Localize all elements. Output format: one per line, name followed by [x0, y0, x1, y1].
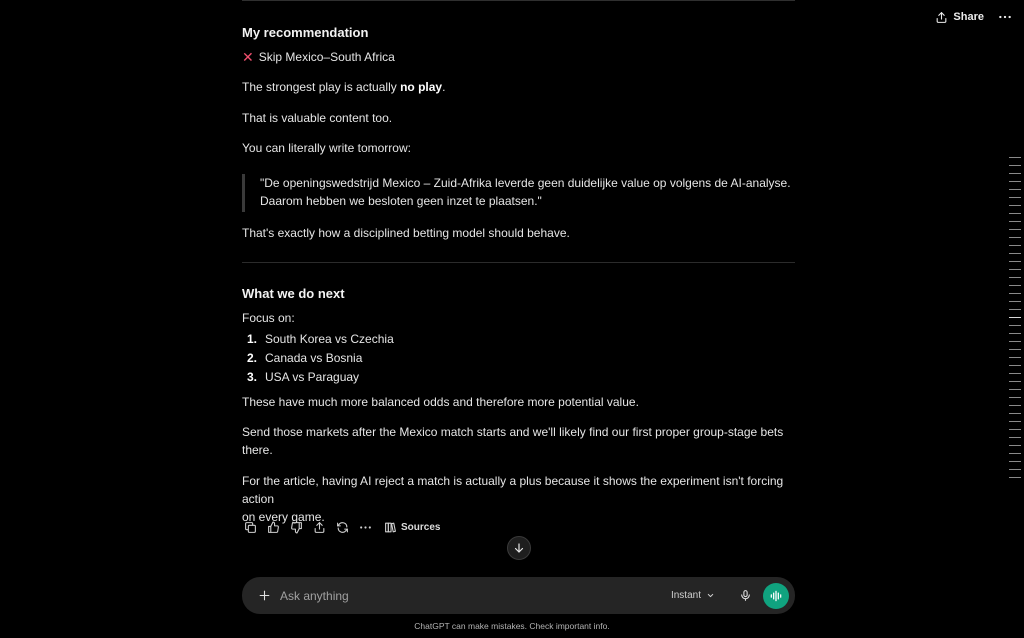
list-text: USA vs Paraguay: [265, 370, 360, 384]
article-paragraph: [242, 472, 795, 526]
minimap-line: [1009, 245, 1021, 246]
minimap-line: [1009, 477, 1021, 478]
minimap-line: [1009, 357, 1021, 358]
scroll-to-bottom-button[interactable]: [507, 536, 531, 560]
minimap-line: [1009, 341, 1021, 342]
minimap-line: [1009, 453, 1021, 454]
disciplined-paragraph: That's exactly how a disciplined betting model should behave.: [242, 226, 570, 240]
minimap-line: [1009, 389, 1021, 390]
more-options-button[interactable]: [998, 10, 1012, 24]
minimap-line: [1009, 405, 1021, 406]
thumbs-up-icon: [267, 521, 280, 534]
list-text: South Korea vs Czechia: [265, 332, 394, 346]
share-message-button[interactable]: [311, 519, 327, 535]
list-number: 3.: [246, 370, 257, 384]
strongest-bold: no play: [400, 80, 443, 94]
composer: [242, 577, 795, 614]
list-item: [242, 330, 394, 349]
thumbs-down-icon: [290, 521, 303, 534]
literally-paragraph: You can literally write tomorrow:: [242, 141, 411, 155]
minimap-line: [1009, 413, 1021, 414]
sources-button[interactable]: [384, 521, 440, 534]
list-item: [242, 349, 394, 368]
match-list: [242, 330, 394, 387]
minimap-line: [1009, 277, 1021, 278]
sources-label: Sources: [401, 521, 441, 533]
disclaimer: ChatGPT can make mistakes. Check important info.: [414, 621, 610, 631]
copy-icon: [244, 521, 257, 534]
attach-button[interactable]: [256, 588, 272, 604]
more-actions-button[interactable]: [357, 519, 373, 535]
minimap-line: [1009, 293, 1021, 294]
chevron-down-icon: [706, 591, 715, 600]
minimap-line-current: [1009, 317, 1021, 318]
minimap-line: [1009, 285, 1021, 286]
minimap-line: [1009, 309, 1021, 310]
valuable-paragraph: That is valuable content too.: [242, 111, 393, 125]
arrow-down-icon: [513, 542, 525, 554]
waveform-icon: [769, 589, 783, 603]
skip-line: [242, 48, 395, 66]
minimap-line: [1009, 469, 1021, 470]
mode-label: Instant: [670, 590, 701, 601]
send-line: Send those markets after the Mexico match starts and we'll likely find our first proper group-stage bets: [242, 425, 784, 439]
refresh-icon: [336, 521, 349, 534]
list-text: Canada vs Bosnia: [265, 351, 363, 365]
balanced-paragraph: These have much more balanced odds and therefore more potential value.: [242, 395, 639, 409]
minimap-line: [1009, 325, 1021, 326]
minimap-line: [1009, 229, 1021, 230]
dictate-button[interactable]: [737, 588, 753, 604]
top-divider: [242, 0, 795, 1]
minimap-line: [1009, 261, 1021, 262]
thumbs-down-button[interactable]: [288, 519, 304, 535]
minimap-line: [1009, 461, 1021, 462]
thumbs-up-button[interactable]: [265, 519, 281, 535]
section-divider: [242, 262, 795, 263]
minimap-line: [1009, 269, 1021, 270]
message-actions: [242, 519, 440, 535]
voice-mode-button[interactable]: [763, 583, 789, 609]
minimap-line: [1009, 301, 1021, 302]
recommendation-heading: My recommendation: [242, 25, 369, 40]
strongest-play-paragraph: [242, 78, 445, 96]
focus-label: Focus on:: [242, 311, 295, 325]
minimap-line: [1009, 253, 1021, 254]
microphone-icon: [739, 589, 752, 602]
minimap-line: [1009, 197, 1021, 198]
prompt-input[interactable]: [280, 589, 671, 603]
minimap-line: [1009, 373, 1021, 374]
minimap-line: [1009, 437, 1021, 438]
next-heading: What we do next: [242, 286, 345, 301]
list-number: 1.: [246, 332, 257, 346]
minimap-line: [1009, 165, 1021, 166]
minimap-line: [1009, 333, 1021, 334]
minimap-line: [1009, 205, 1021, 206]
minimap-line: [1009, 213, 1021, 214]
share-button[interactable]: [935, 11, 984, 24]
quote-line: Daarom hebben we besloten geen inzet te plaatsen.": [260, 194, 542, 208]
article-line: on every game.: [242, 510, 325, 524]
minimap-line: [1009, 349, 1021, 350]
send-paragraph: [242, 423, 783, 459]
copy-button[interactable]: [242, 519, 258, 535]
share-label: Share: [953, 11, 984, 23]
minimap-line: [1009, 429, 1021, 430]
minimap-line: [1009, 157, 1021, 158]
red-x-icon: ✕: [242, 49, 254, 65]
ellipsis-icon: [998, 10, 1012, 24]
minimap-line: [1009, 445, 1021, 446]
strongest-post: .: [442, 80, 446, 94]
strongest-pre: The strongest play is actually: [242, 80, 401, 94]
minimap-line: [1009, 181, 1021, 182]
plus-icon: [258, 589, 271, 602]
share-icon: [935, 11, 948, 24]
minimap-line: [1009, 221, 1021, 222]
ellipsis-icon: [359, 521, 372, 534]
minimap-line: [1009, 173, 1021, 174]
book-icon: [384, 521, 397, 534]
minimap-line: [1009, 237, 1021, 238]
model-mode-selector[interactable]: [671, 590, 715, 601]
minimap-line: [1009, 189, 1021, 190]
blockquote: [242, 174, 791, 212]
send-line: there.: [242, 443, 273, 457]
minimap-line: [1009, 421, 1021, 422]
skip-text: Skip Mexico–South Africa: [258, 50, 395, 64]
minimap-line: [1009, 397, 1021, 398]
minimap-line: [1009, 365, 1021, 366]
article-line: For the article, having AI reject a match is actually a plus because it shows the experiment isn't forcing action: [242, 474, 784, 506]
list-number: 2.: [246, 351, 257, 365]
list-item: [242, 368, 394, 387]
minimap-line: [1009, 381, 1021, 382]
quote-line: "De openingswedstrijd Mexico – Zuid-Afrika leverde geen duidelijke value op volgens de AI-analyse.: [260, 176, 791, 190]
top-bar: [935, 10, 1012, 24]
upload-icon: [313, 521, 326, 534]
regenerate-button[interactable]: [334, 519, 350, 535]
